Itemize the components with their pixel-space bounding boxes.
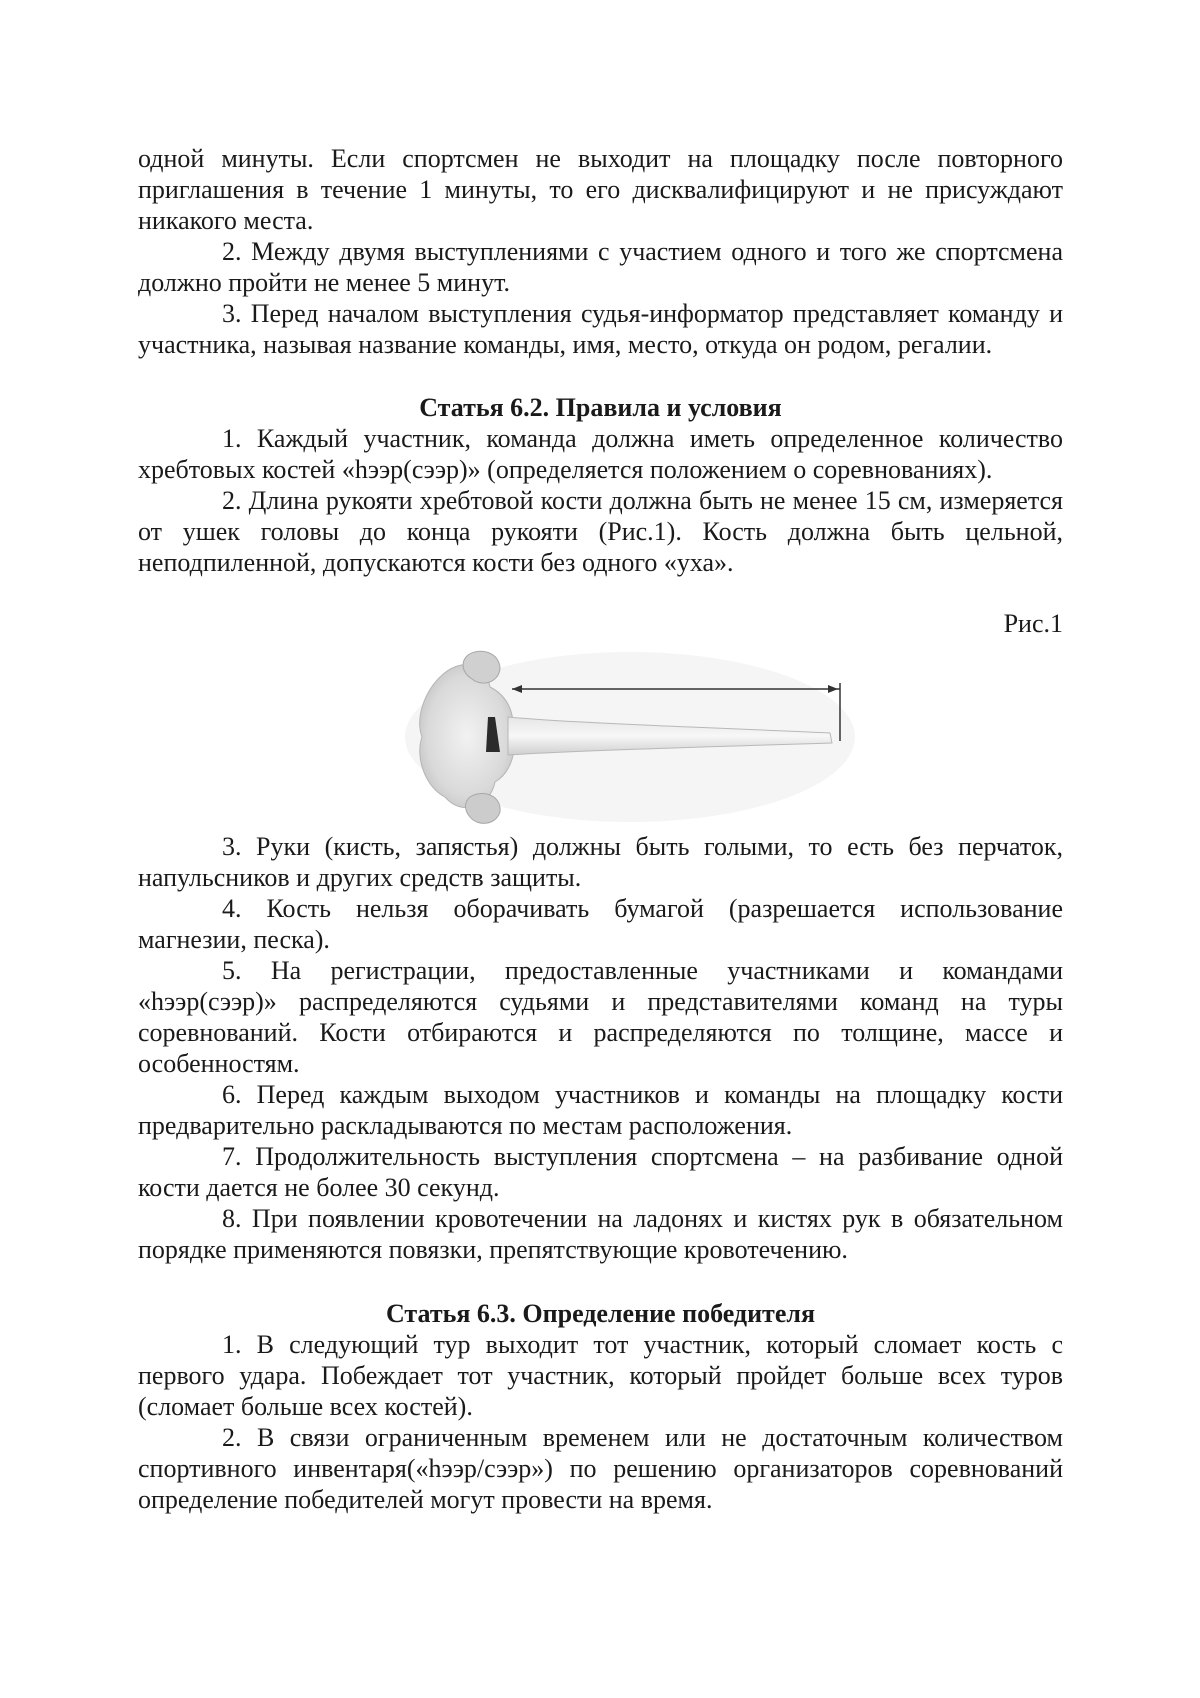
article-6-2-item-2: 2. Длина рукояти хребтовой кости должна быть не менее 15 см, измеряется от ушек головы до конца рукояти (Рис.1). Кость должна быть цельной, неподпиленной, допускаются кости без одного «уха». (138, 486, 1063, 577)
article-6-2-item-4: 4. Кость нельзя оборачивать бумагой (разрешается использование магнезии, песка). (138, 894, 1063, 954)
paragraph-continuation: одной минуты. Если спортсмен не выходит на площадку после повторного приглашения в течение 1 минуты, то его дисквалифицируют и не присуждают никакого места. (138, 144, 1063, 235)
article-6-3-item-2: 2. В связи ограниченным временем или не достаточным количеством спортивного инвентаря(«һээр/сээр») по решению организаторов соревнований определение победителей могут провести на время. (138, 1423, 1063, 1514)
article-6-2-item-6: 6. Перед каждым выходом участников и команды на площадку кости предварительно раскладываются по местам расположения. (138, 1080, 1063, 1140)
paragraph-item-3: 3. Перед началом выступления судья-информатор представляет команду и участника, называя название команды, имя, место, откуда он родом, регалии. (138, 299, 1063, 359)
article-6-2-heading: Статья 6.2. Правила и условия (419, 393, 782, 422)
article-6-2-item-1: 1. Каждый участник, команда должна иметь определенное количество хребтовых костей «һээр(сээр)» (определяется положением о соревнованиях). (138, 424, 1063, 484)
article-6-3-heading: Статья 6.3. Определение победителя (385, 1299, 816, 1328)
article-6-2-item-8: 8. При появлении кровотечении на ладонях и кистях рук в обязательном порядке применяются повязки, препятствующие кровотечению. (138, 1204, 1063, 1264)
article-6-3-item-1: 1. В следующий тур выходит тот участник, который сломает кость с первого удара. Побеждает тот участник, который пройдет больше всех туров (сломает больше всех костей). (138, 1330, 1063, 1421)
bone-illustration (400, 647, 860, 827)
document-page (138, 143, 1063, 1515)
figure-caption: Рис.1 (1003, 609, 1063, 638)
figure-bone (138, 639, 1063, 823)
article-6-2-item-7: 7. Продолжительность выступления спортсмена – на разбивание одной кости дается не более 30 секунд. (138, 1142, 1063, 1202)
article-6-2-item-3: 3. Руки (кисть, запястья) должны быть голыми, то есть без перчаток, напульсников и других средств защиты. (138, 832, 1063, 892)
article-6-2-item-5: 5. На регистрации, предоставленные участниками и командами «һээр(сээр)» распределяются судьями и представителями команд на туры соревнований. Кости отбираются и распределяются по толщине, массе и особенностям. (138, 956, 1063, 1078)
paragraph-item-2: 2. Между двумя выступлениями с участием одного и того же спортсмена должно пройти не менее 5 минут. (138, 237, 1063, 297)
